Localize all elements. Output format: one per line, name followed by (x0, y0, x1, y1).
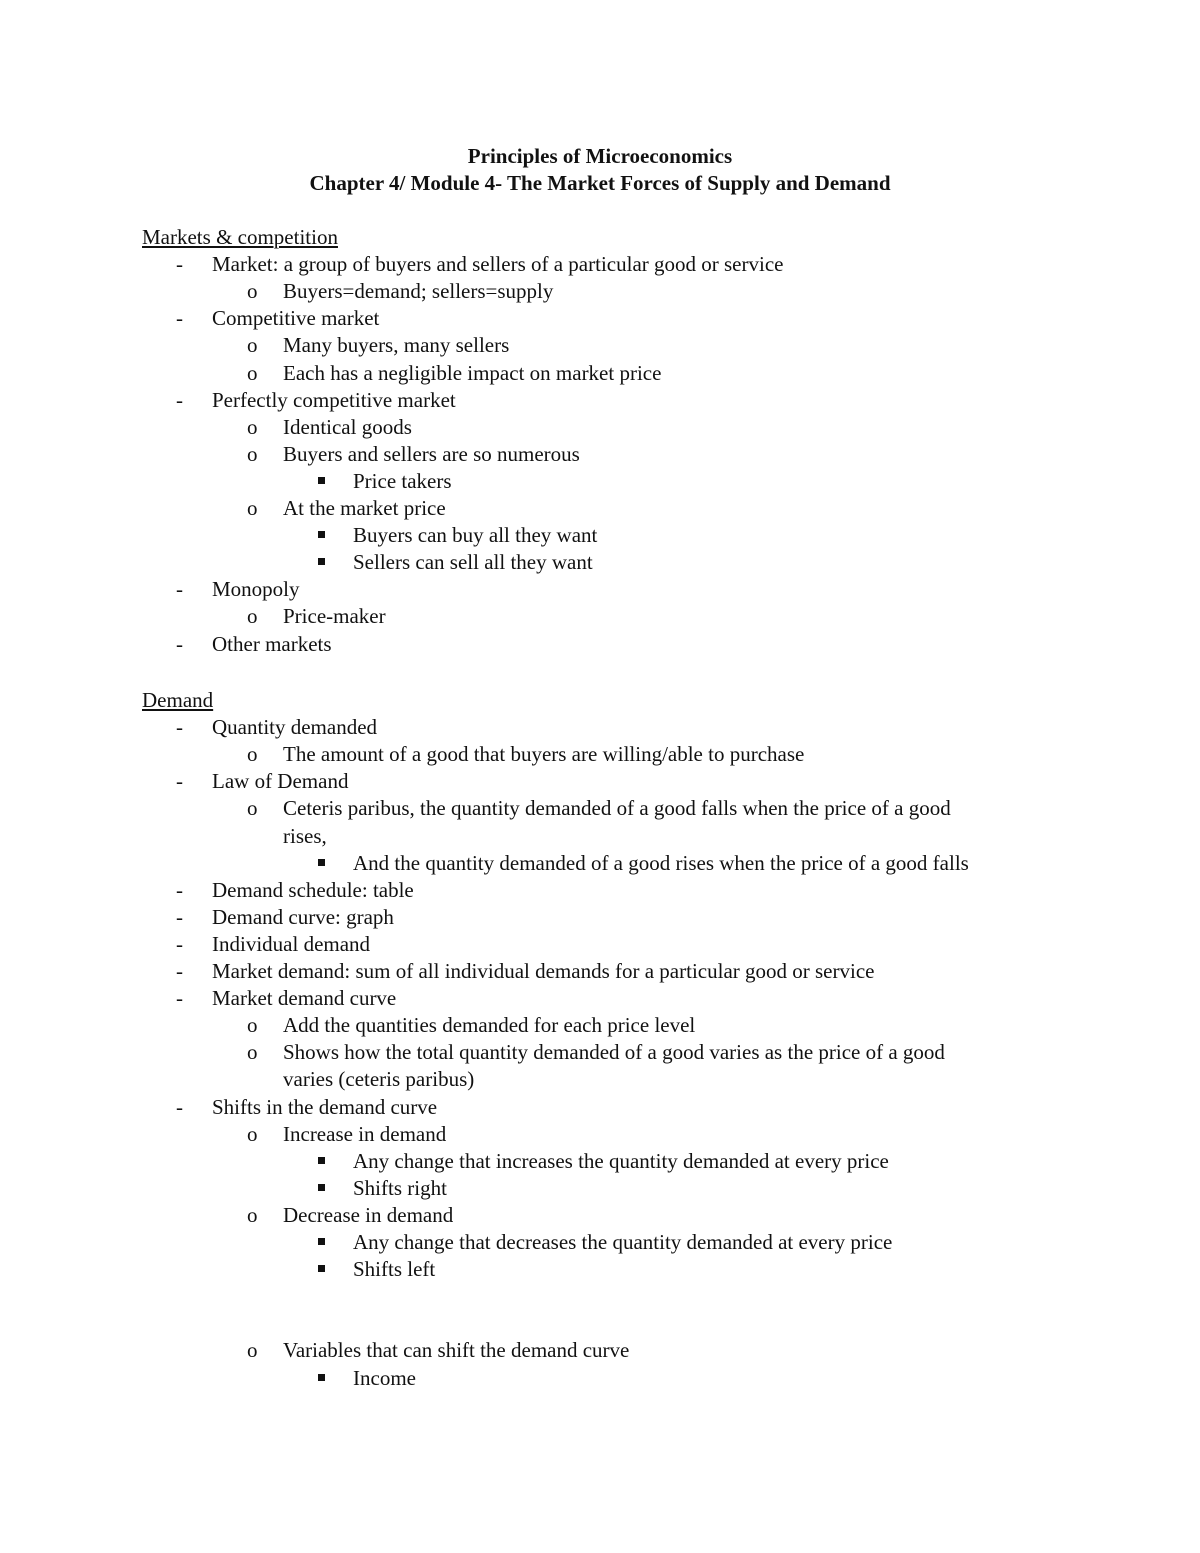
list-item-text: Monopoly (212, 577, 300, 602)
list-item-text: Increase in demand (283, 1121, 447, 1146)
dash-bullet-icon: - (176, 959, 183, 983)
circle-bullet-icon: o (247, 496, 258, 520)
list-item-text: Demand schedule: table (212, 877, 414, 902)
list-item-text: rises, (283, 823, 327, 848)
document-subtitle: Chapter 4/ Module 4- The Market Forces of Supply and Demand (309, 171, 891, 195)
document-title: Principles of Microeconomics (467, 144, 733, 168)
list-item-text: Market demand curve (212, 986, 397, 1011)
list-item-text: Buyers and sellers are so numerous (283, 441, 580, 466)
circle-bullet-icon: o (247, 1338, 258, 1363)
list-item-text: Any change that decreases the quantity demanded at every price (353, 1230, 893, 1254)
list-item-text: Variables that can shift the demand curve (283, 1338, 630, 1363)
dash-bullet-icon: - (176, 252, 183, 277)
list-item-text: Other markets (212, 631, 332, 656)
list-item-text: Quantity demanded (212, 715, 378, 740)
list-item-text: Add the quantities demanded for each price level (283, 1013, 696, 1038)
circle-bullet-icon: o (247, 414, 258, 439)
section-heading: Demand (142, 688, 214, 712)
square-bullet-icon (318, 1184, 325, 1191)
dash-bullet-icon: - (176, 986, 183, 1011)
circle-bullet-icon: o (247, 360, 258, 385)
list-item-text: Sellers can sell all they want (353, 550, 593, 575)
square-bullet-icon (318, 1374, 325, 1381)
square-bullet-icon (318, 477, 325, 484)
square-bullet-icon (318, 1157, 325, 1164)
list-item-text: Market demand: sum of all individual demands for a particular good or service (212, 959, 875, 983)
circle-bullet-icon: o (247, 1121, 258, 1146)
list-item-text: Ceteris paribus, the quantity demanded of a good falls when the price of a good (283, 796, 951, 821)
list-item-text: Price takers (353, 468, 452, 493)
circle-bullet-icon: o (247, 796, 258, 821)
list-item-text: And the quantity demanded of a good rises when the price of a good falls (353, 850, 969, 875)
list-item-text: Demand curve: graph (212, 904, 394, 929)
list-item-text: Each has a negligible impact on market price (283, 360, 662, 385)
dash-bullet-icon: - (176, 577, 183, 602)
circle-bullet-icon: o (247, 333, 258, 358)
circle-bullet-icon: o (247, 1013, 258, 1038)
list-item-text: Law of Demand (212, 769, 349, 794)
list-item-text: Identical goods (283, 414, 412, 439)
list-item-text: Shifts left (353, 1257, 436, 1282)
list-item-text: Individual demand (212, 931, 371, 956)
section-heading: Markets & competition (142, 225, 338, 249)
dash-bullet-icon: - (176, 1094, 183, 1119)
dash-bullet-icon: - (176, 769, 183, 794)
circle-bullet-icon: o (247, 1202, 258, 1227)
list-item-text: Market: a group of buyers and sellers of a particular good or service (212, 252, 784, 277)
circle-bullet-icon: o (247, 604, 258, 629)
circle-bullet-icon: o (247, 1040, 258, 1065)
list-item-text: Buyers=demand; sellers=supply (283, 279, 554, 304)
list-item-text: Competitive market (212, 306, 380, 331)
list-item-text: varies (ceteris paribus) (283, 1067, 475, 1092)
dash-bullet-icon: - (176, 931, 183, 956)
circle-bullet-icon: o (247, 742, 258, 767)
list-item-text: Income (353, 1365, 416, 1390)
list-item-text: Buyers can buy all they want (353, 523, 598, 548)
square-bullet-icon (318, 859, 325, 866)
list-item-text: Many buyers, many sellers (283, 333, 510, 358)
list-item-text: Shifts in the demand curve (212, 1094, 438, 1119)
dash-bullet-icon: - (176, 877, 183, 902)
list-item-text: Decrease in demand (283, 1202, 454, 1227)
dash-bullet-icon: - (176, 715, 183, 740)
list-item-text: Price-maker (283, 604, 386, 629)
list-item-text: Any change that increases the quantity demanded at every price (353, 1148, 889, 1173)
dash-bullet-icon: - (176, 306, 183, 331)
list-item-text: Shifts right (353, 1175, 447, 1200)
list-item-text: Shows how the total quantity demanded of a good varies as the price of a good (283, 1040, 945, 1065)
dash-bullet-icon: - (176, 631, 183, 656)
list-item-text: The amount of a good that buyers are willing/able to purchase (283, 742, 805, 767)
dash-bullet-icon: - (176, 904, 183, 929)
square-bullet-icon (318, 1265, 325, 1272)
dash-bullet-icon: - (176, 387, 183, 412)
list-item-text: At the market price (283, 496, 446, 520)
square-bullet-icon (318, 531, 325, 538)
square-bullet-icon (318, 558, 325, 565)
list-item-text: Perfectly competitive market (212, 387, 456, 412)
circle-bullet-icon: o (247, 279, 258, 304)
square-bullet-icon (318, 1238, 325, 1245)
circle-bullet-icon: o (247, 441, 258, 466)
